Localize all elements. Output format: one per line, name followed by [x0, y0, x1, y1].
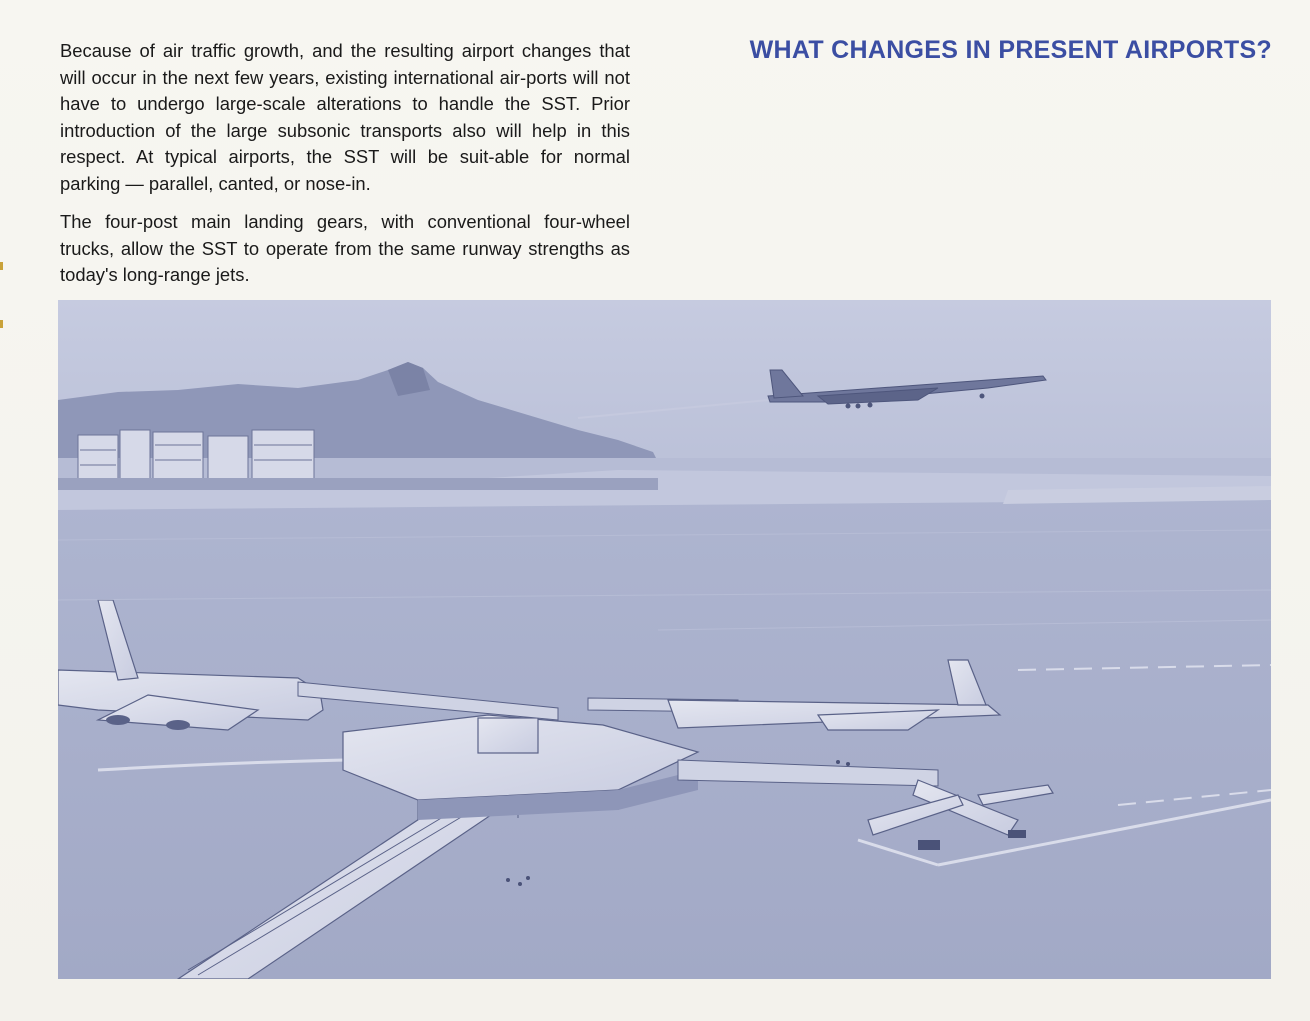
edge-mark: [0, 262, 3, 270]
paragraph-1: Because of air traffic growth, and the resulting airport changes that will occur in the next few years, existing international air-ports will not have to undergo large-scale alterations to handle the SST. Prior introduction of the large subsonic transports also will help in this respect. At typical airports, the SST will be suit-able for normal parking — parallel, canted, or nose-in.: [60, 40, 630, 194]
page-heading: WHAT CHANGES IN PRESENT AIRPORTS?: [749, 36, 1272, 64]
airport-scene-image: [58, 300, 1271, 979]
edge-mark: [0, 320, 3, 328]
body-text: [60, 38, 630, 301]
airport-illustration: [58, 300, 1271, 979]
paragraph-2: The four-post main landing gears, with conventional four-wheel trucks, allow the SST to operate from the same runway strengths as today's long-range jets.: [60, 211, 630, 285]
